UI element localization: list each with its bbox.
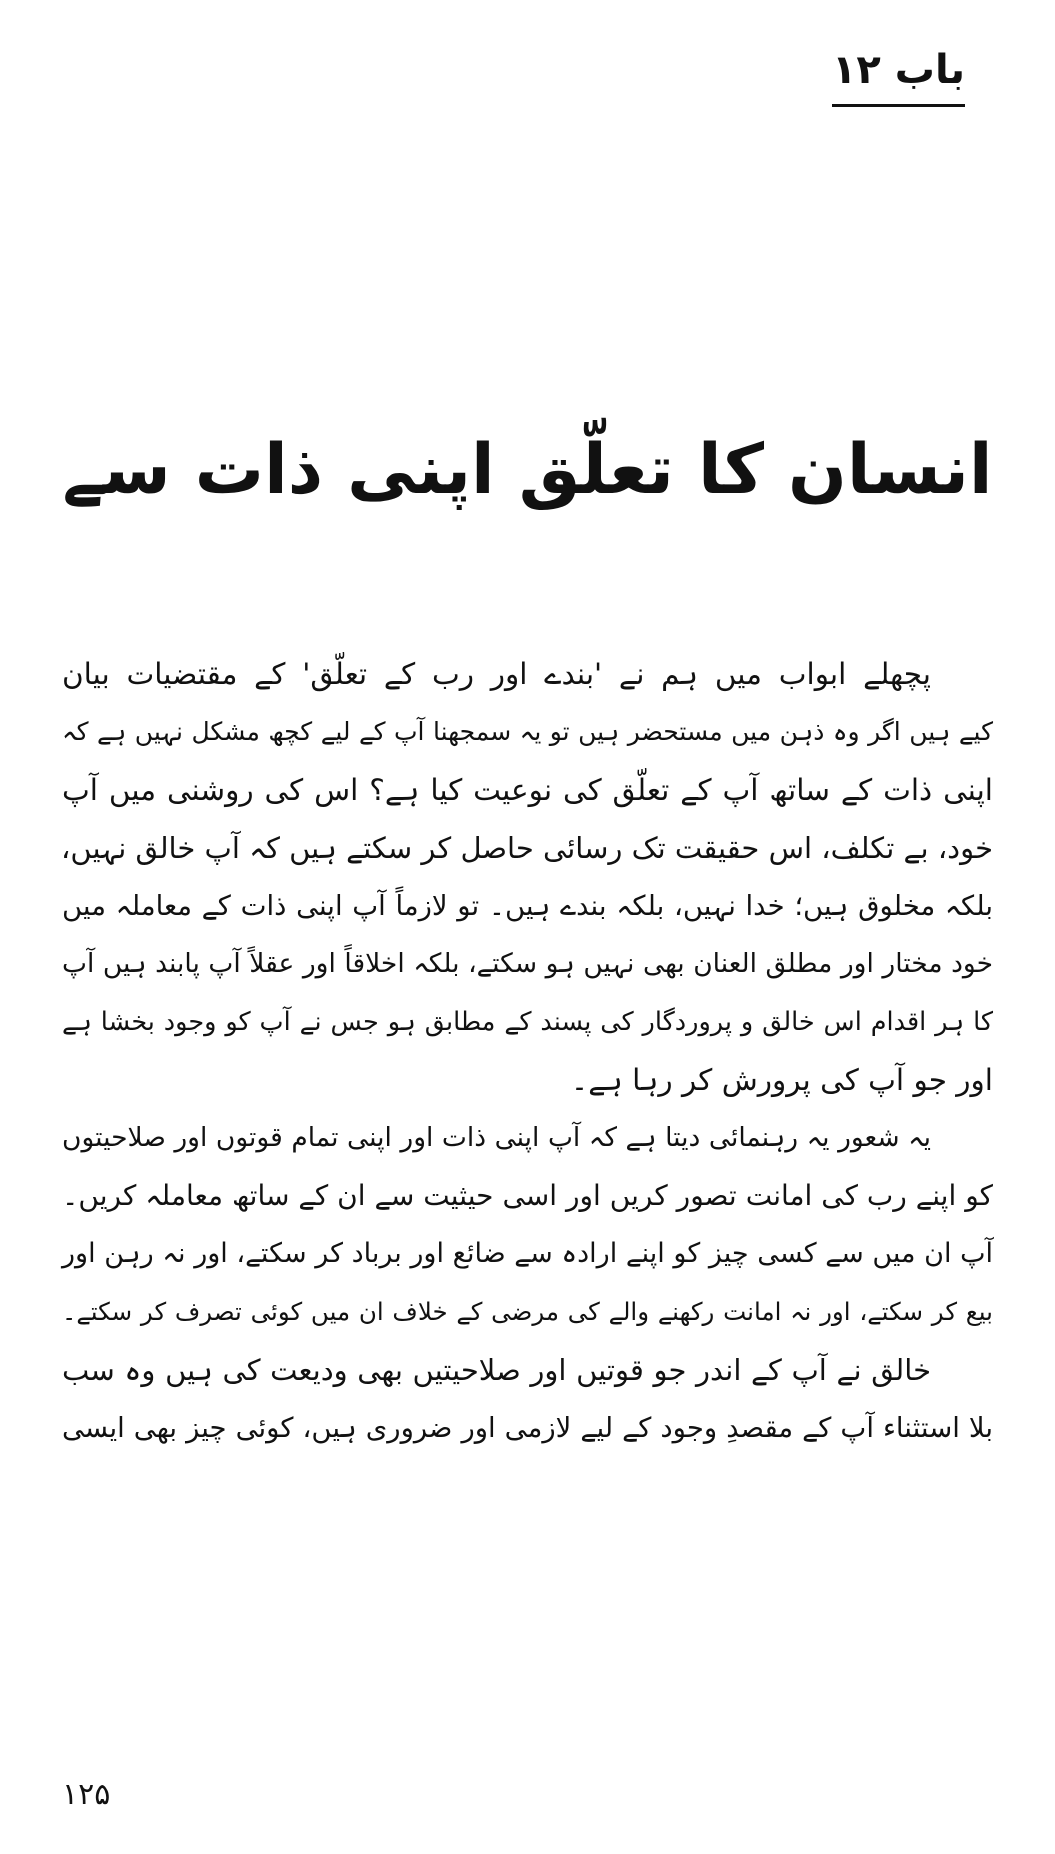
paragraph-1-line-7: کا ہر اقدام اس خالق و پروردگار کی پسند کے مطابق ہو جس نے آپ کو وجود بخشا ہے [62, 1007, 993, 1037]
paragraph-3-line-2: بلا استثناء آپ کے مقصدِ وجود کے لیے لازمی اور ضروری ہیں، کوئی چیز بھی ایسی [62, 1412, 993, 1444]
chapter-title: انسان کا تعلّق اپنی ذات سے [62, 430, 993, 510]
chapter-label: باب ۱۲ [832, 40, 965, 107]
paragraph-1-line-1: پچھلے ابواب میں ہم نے 'بندے اور رب کے تعلّق' کے مقتضیات بیان [62, 657, 931, 691]
paragraph-3-line-1: خالق نے آپ کے اندر جو قوتیں اور صلاحیتیں بھی ودیعت کی ہیں وہ سب [62, 1353, 931, 1387]
paragraph-1-line-8: اور جو آپ کی پرورش کر رہا ہے۔ [570, 1063, 993, 1097]
paragraph-1-line-4: خود، بے تکلف، اس حقیقت تک رسائی حاصل کر سکتے ہیں کہ آپ خالق نہیں، [61, 831, 993, 865]
paragraph-1-line-3: اپنی ذات کے ساتھ آپ کے تعلّق کی نوعیت کیا ہے؟ اس کی روشنی میں آپ [62, 773, 993, 807]
page-number: ۱۲۵ [62, 1777, 111, 1812]
paragraph-2-line-1: یہ شعور یہ رہنمائی دیتا ہے کہ آپ اپنی ذات اور اپنی تمام قوتوں اور صلاحیتوں [62, 1122, 931, 1153]
paragraph-2-line-4: بیع کر سکتے، اور نہ امانت رکھنے والے کی مرضی کے خلاف ان میں کوئی تصرف کر سکتے۔ [62, 1297, 993, 1326]
body-text [62, 645, 993, 1457]
paragraph-1-line-2: کیے ہیں اگر وہ ذہن میں مستحضر ہیں تو یہ سمجھنا آپ کے لیے کچھ مشکل نہیں ہے کہ [62, 717, 993, 746]
paragraph-2-line-2: کو اپنے رب کی امانت تصور کریں اور اسی حیثیت سے ان کے ساتھ معاملہ کریں۔ [62, 1179, 993, 1212]
paragraph-1-line-5: بلکہ مخلوق ہیں؛ خدا نہیں، بلکہ بندے ہیں۔ تو لازماً آپ اپنی ذات کے معاملہ میں [62, 890, 993, 922]
paragraph-1-line-6: خود مختار اور مطلق العنان بھی نہیں ہو سکتے، بلکہ اخلاقاً اور عقلاً آپ پابند ہیں آپ [62, 948, 993, 979]
paragraph-2-line-3: آپ ان میں سے کسی چیز کو اپنے ارادہ سے ضائع اور برباد کر سکتے، اور نہ رہن اور [62, 1238, 993, 1269]
